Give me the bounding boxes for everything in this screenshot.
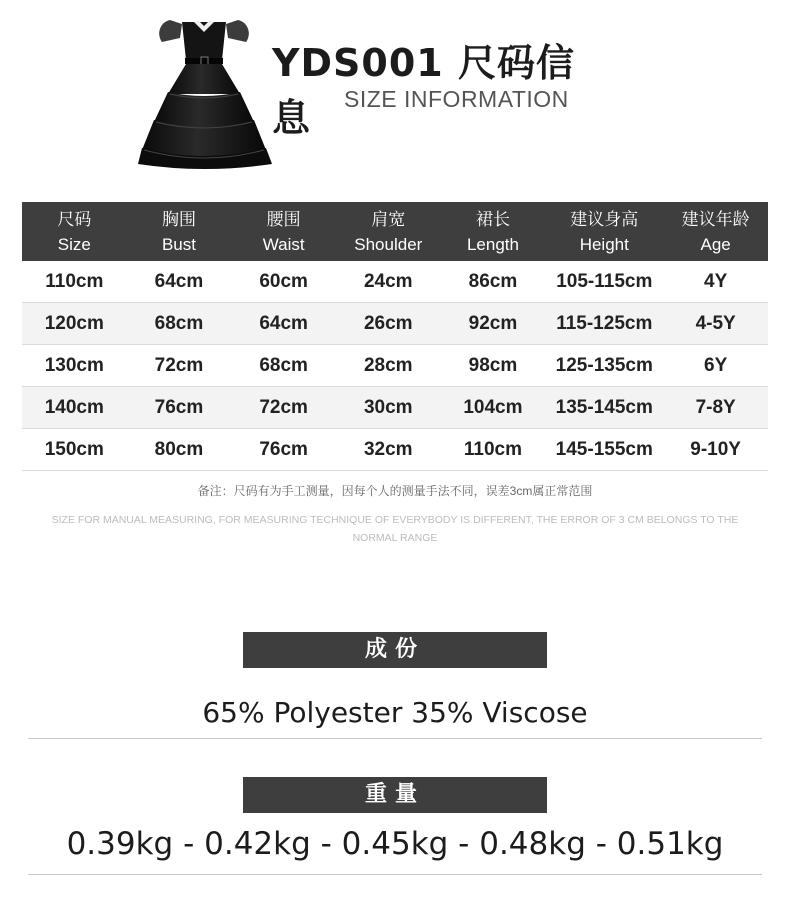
header-size-cn: 尺码 — [57, 209, 92, 229]
header-bust — [127, 202, 232, 261]
page-subtitle: SIZE INFORMATION — [344, 86, 569, 112]
size-table-header-row — [22, 202, 768, 261]
cell-length: 104cm — [441, 387, 546, 429]
header-waist-en: Waist — [262, 234, 305, 254]
cell-age: 7-8Y — [663, 387, 768, 429]
cell-age: 4Y — [663, 261, 768, 303]
cell-height: 105-115cm — [545, 261, 663, 303]
header-shoulder — [336, 202, 441, 261]
cell-shoulder: 26cm — [336, 303, 441, 345]
cell-size: 150cm — [22, 429, 127, 471]
size-table — [22, 202, 768, 471]
weight-heading: 重量 — [243, 777, 547, 813]
cell-bust: 64cm — [127, 261, 232, 303]
cell-height: 125-135cm — [545, 345, 663, 387]
header-waist — [231, 202, 336, 261]
header-shoulder-en: Shoulder — [354, 234, 423, 254]
cell-height: 115-125cm — [545, 303, 663, 345]
table-row — [22, 345, 768, 387]
table-row — [22, 429, 768, 471]
composition-heading: 成份 — [243, 632, 547, 668]
cell-length: 92cm — [441, 303, 546, 345]
divider — [28, 738, 762, 739]
cell-shoulder: 32cm — [336, 429, 441, 471]
header-length-cn: 裙长 — [475, 209, 510, 229]
cell-shoulder: 30cm — [336, 387, 441, 429]
divider — [28, 874, 762, 875]
cell-waist: 60cm — [231, 261, 336, 303]
cell-age: 6Y — [663, 345, 768, 387]
header-bust-en: Bust — [161, 234, 196, 254]
header-age-cn: 建议年龄 — [681, 209, 750, 229]
cell-waist: 68cm — [231, 345, 336, 387]
header-height — [545, 202, 663, 261]
cell-age: 9-10Y — [663, 429, 768, 471]
cell-bust: 72cm — [127, 345, 232, 387]
cell-shoulder: 24cm — [336, 261, 441, 303]
cell-shoulder: 28cm — [336, 345, 441, 387]
cell-length: 110cm — [441, 429, 546, 471]
cell-size: 120cm — [22, 303, 127, 345]
header-waist-cn: 腰围 — [266, 209, 301, 229]
header-age-en: Age — [700, 234, 731, 254]
page-title: YDS001 尺码信息 — [272, 41, 575, 140]
header-size-en: Size — [57, 234, 91, 254]
cell-bust: 76cm — [127, 387, 232, 429]
header-size — [22, 202, 127, 261]
table-row — [22, 261, 768, 303]
cell-bust: 80cm — [127, 429, 232, 471]
measurement-note-en: SIZE FOR MANUAL MEASURING, FOR MEASURING TECHNIQUE OF EVERYBODY IS DIFFERENT, THE ERROR OF 3 CM BELONGS TO THE NORMAL RANGE — [51, 514, 739, 544]
cell-waist: 76cm — [231, 429, 336, 471]
cell-size: 140cm — [22, 387, 127, 429]
cell-length: 86cm — [441, 261, 546, 303]
cell-length: 98cm — [441, 345, 546, 387]
product-dress-image — [130, 14, 278, 170]
header-shoulder-cn: 肩宽 — [371, 209, 406, 229]
cell-waist: 64cm — [231, 303, 336, 345]
header-height-cn: 建议身高 — [570, 209, 639, 229]
cell-size: 110cm — [22, 261, 127, 303]
cell-bust: 68cm — [127, 303, 232, 345]
cell-size: 130cm — [22, 345, 127, 387]
cell-height: 135-145cm — [545, 387, 663, 429]
header-bust-cn: 胸围 — [161, 209, 196, 229]
table-row — [22, 387, 768, 429]
measurement-note-cn: 备注：尺码有为手工测量，因每个人的测量手法不同，误差3cm属正常范围 — [197, 484, 593, 498]
cell-age: 4-5Y — [663, 303, 768, 345]
cell-waist: 72cm — [231, 387, 336, 429]
table-row — [22, 303, 768, 345]
header-age — [663, 202, 768, 261]
header-length — [441, 202, 546, 261]
composition-value: 65% Polyester 35% Viscose — [202, 696, 588, 729]
weight-value: 0.39kg - 0.42kg - 0.45kg - 0.48kg - 0.51kg — [66, 826, 724, 862]
cell-height: 145-155cm — [545, 429, 663, 471]
header-height-en: Height — [579, 234, 629, 254]
header-length-en: Length — [466, 234, 519, 254]
